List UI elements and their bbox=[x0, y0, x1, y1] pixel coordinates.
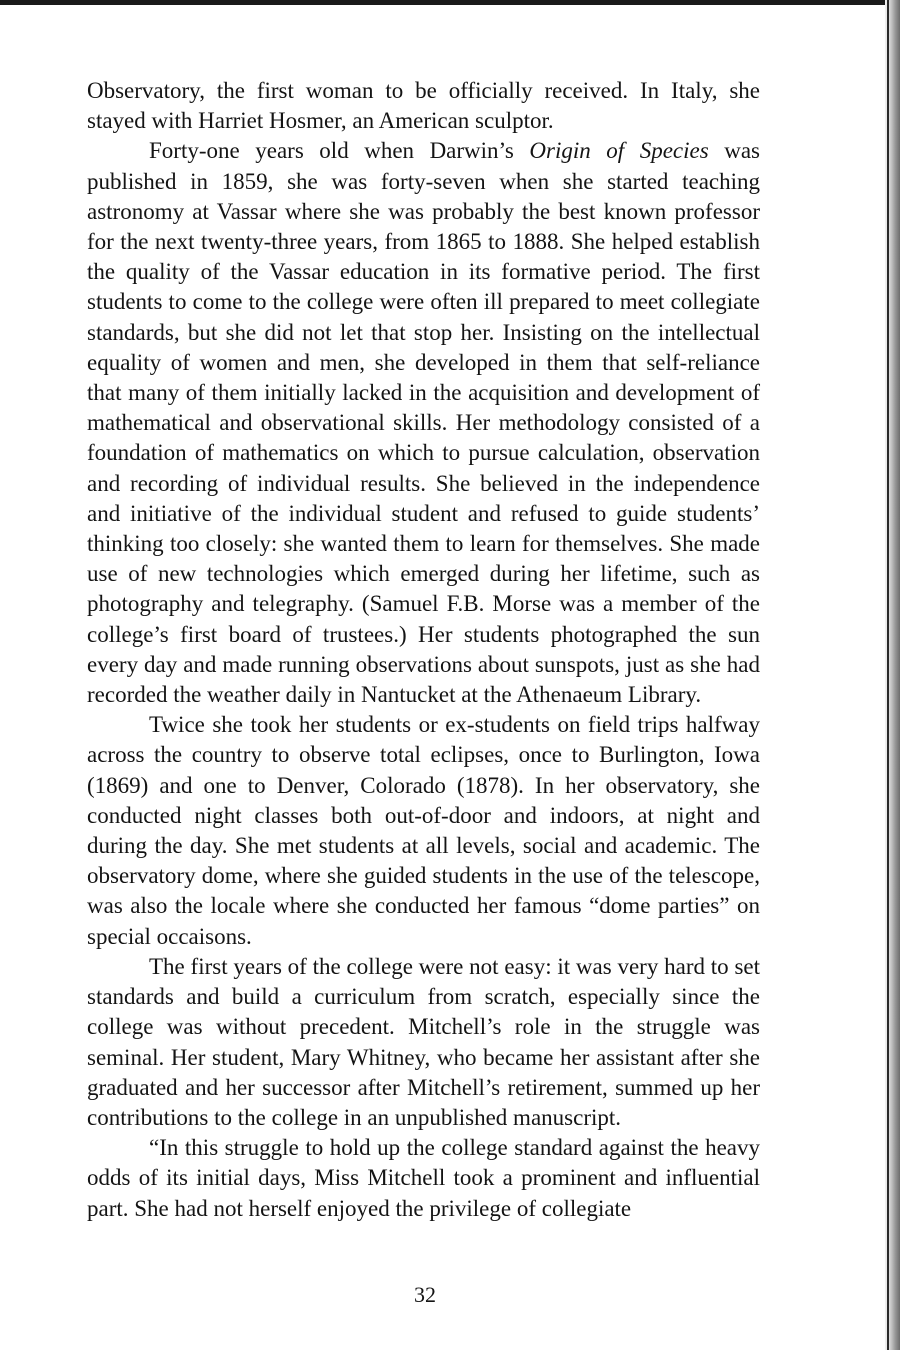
paragraph-text: was published in 1859, she was forty-seven when she started teaching astronomy at Vassar where she was probably the best known professor for the next twenty-three years, from 1865 to 1888. She helped establish the quality of the Vassar education in its formative period. The first students to come to the college were often ill prepared to meet collegiate standards, but she did not let that stop her. Insisting on the intellectual equality of women and men, she developed in them that self-reliance that many of them initially lacked in the acquisition and development of mathematical and observational skills. Her methodology consisted of a foundation of mathematics on which to pursue calculation, observation and recording of individual results. She believed in the independence and initiative of the individual student and refused to guide students’ thinking too closely: she wanted them to learn for themselves. She made use of new technologies which emerged during her lifetime, such as photography and telegraphy. (Samuel F.B. Morse was a member of the college’s first board of trustees.) Her students photographed the sun every day and made running observations about sunspots, just as she had recorded the weather daily in Nantucket at the Athenaeum Library. bbox=[87, 138, 760, 708]
paragraph-text: The first years of the college were not easy: it was very hard to set standards and build a curriculum from scratch, especially since the college was without precedent. Mitchell’s role in the struggle was seminal. Her student, Mary Whitney, who became her assistant after she graduated and her successor after Mitchell’s retirement, summed up her contributions to the college in an unpublished manuscript. bbox=[87, 953, 760, 1130]
body-text bbox=[87, 76, 760, 1224]
paragraph-text: Observatory, the first woman to be officially received. In Italy, she stayed with Harriet Hosmer, an American sculptor. bbox=[87, 78, 760, 134]
paragraph-text: Twice she took her students or ex-students on field trips halfway across the country to observe total eclipses, once to Burlington, Iowa (1869) and one to Denver, Colorado (1878). In her observatory, she conducted night classes both out-of-door and indoors, at night and during the day. She met students at all levels, social and academic. The observatory dome, where she guided students in the use of the telescope, was also the locale where she conducted her famous “dome parties” on special occaisons. bbox=[87, 712, 760, 949]
page-number: 32 bbox=[414, 1282, 436, 1307]
page-top-edge bbox=[0, 0, 890, 5]
page-right-edge-line bbox=[887, 0, 889, 1350]
paragraph bbox=[87, 136, 760, 710]
paragraph bbox=[87, 710, 760, 952]
paragraph-text: “In this struggle to hold up the college standard against the heavy odds of its initial days, Miss Mitchell took a prominent and influential part. She had not herself enjoyed the privilege of collegiate bbox=[87, 1135, 760, 1221]
paragraph bbox=[87, 1133, 760, 1224]
paragraph-text: Forty-one years old when Darwin’s bbox=[149, 138, 530, 164]
paragraph bbox=[87, 76, 760, 136]
paragraph bbox=[87, 952, 760, 1133]
book-title: Origin of Species bbox=[529, 138, 709, 164]
